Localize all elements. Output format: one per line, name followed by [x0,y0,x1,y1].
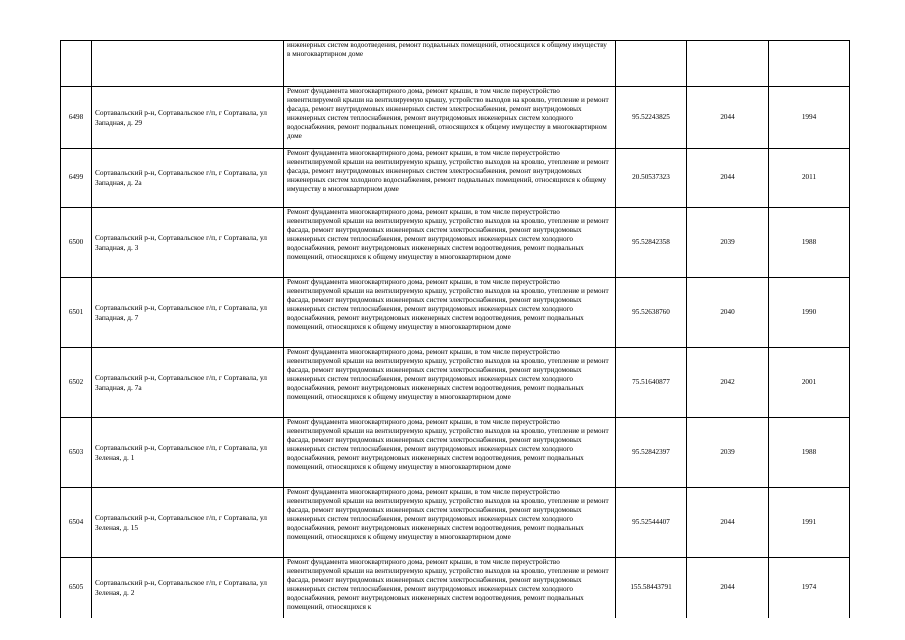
row-address: Сортавальский р-н, Сортавальское г/п, г Сортавала, ул Зеленая, д. 2 [92,558,284,619]
row-address: Сортавальский р-н, Сортавальское г/п, г Сортавала, ул Западная, д. 2а [92,149,284,208]
row-address: Сортавальский р-н, Сортавальское г/п, г Сортавала, ул Зеленая, д. 15 [92,488,284,558]
row-works-text: Ремонт фундамента многоквартирного дома, ремонт крыши, в том числе переустройство невентилируемой крыши на вентилируемую крышу, устройство выходов на кровлю, утепление и ремонт фасада, ремонт внутридомовых инженерных систем электроснабжения, ремонт внутридомовых инженерных систем теплоснабжения, ремонт внутридомовых инженерных систем холодного водоснабжения, ремонт внутридомовых инженерных систем водоотведения, ремонт подвальных помещений, относящихся к [287,558,609,612]
table-row [61,558,850,619]
table-row [61,278,850,348]
table-row [61,41,850,87]
row-cost: 75.51640877 [616,348,687,418]
document-page [60,40,850,618]
row-repair-year: 2039 [687,208,769,278]
row-works [284,348,616,418]
table-row [61,418,850,488]
table-row [61,87,850,149]
row-repair-year: 2044 [687,558,769,619]
row-number: 6504 [61,488,92,558]
row-number: 6505 [61,558,92,619]
row-works [284,149,616,208]
row-repair-year: 2040 [687,278,769,348]
row-build-year: 1990 [769,278,850,348]
row-repair-year [687,41,769,87]
row-repair-year: 2044 [687,87,769,149]
row-works [284,418,616,488]
row-number: 6500 [61,208,92,278]
row-repair-year: 2044 [687,488,769,558]
row-build-year [769,41,850,87]
row-build-year: 2001 [769,348,850,418]
row-works-text: инженерных систем водоотведения, ремонт подвальных помещений, относящихся к общему имуществу в многоквартирном доме [287,41,607,59]
row-works-text: Ремонт фундамента многоквартирного дома, ремонт крыши, в том числе переустройство невентилируемой крыши на вентилируемую крышу, устройство выходов на кровлю, утепление и ремонт фасада, ремонт внутридомовых инженерных систем электроснабжения, ремонт внутридомовых инженерных систем теплоснабжения, ремонт внутридомовых инженерных систем холодного водоснабжения, ремонт внутридомовых инженерных систем водоотведения, ремонт подвальных помещений, относящихся к общему имуществу в многоквартирном доме [287,488,609,542]
row-works [284,41,616,87]
row-address: Сортавальский р-н, Сортавальское г/п, г Сортавала, ул Западная, д. 29 [92,87,284,149]
row-address: Сортавальский р-н, Сортавальское г/п, г Сортавала, ул Западная, д. 3 [92,208,284,278]
row-cost: 20.50537323 [616,149,687,208]
row-address: Сортавальский р-н, Сортавальское г/п, г Сортавала, ул Западная, д. 7а [92,348,284,418]
row-repair-year: 2044 [687,149,769,208]
table-row [61,488,850,558]
table-row [61,348,850,418]
row-works [284,488,616,558]
row-cost [616,41,687,87]
row-address [92,41,284,87]
row-works-text: Ремонт фундамента многоквартирного дома, ремонт крыши, в том числе переустройство невентилируемой крыши на вентилируемую крышу, устройство выходов на кровлю, утепление и ремонт фасада, ремонт внутридомовых инженерных систем электроснабжения, ремонт внутридомовых инженерных систем теплоснабжения, ремонт внутридомовых инженерных систем холодного водоснабжения, ремонт внутридомовых инженерных систем водоотведения, ремонт подвальных помещений, относящихся к общему имуществу в многоквартирном доме [287,348,609,402]
row-number: 6503 [61,418,92,488]
row-cost: 95.52842397 [616,418,687,488]
row-number: 6502 [61,348,92,418]
row-works-text: Ремонт фундамента многоквартирного дома, ремонт крыши, в том числе переустройство невентилируемой крыши на вентилируемую крышу, устройство выходов на кровлю, утепление и ремонт фасада, ремонт внутридомовых инженерных систем электроснабжения, ремонт внутридомовых инженерных систем теплоснабжения, ремонт внутридомовых инженерных систем холодного водоснабжения, ремонт подвальных помещений, относящихся к общему имуществу в многоквартирном доме [287,87,609,141]
row-number: 6501 [61,278,92,348]
row-works-text: Ремонт фундамента многоквартирного дома, ремонт крыши, в том числе переустройство невентилируемой крыши на вентилируемую крышу, устройство выходов на кровлю, утепление и ремонт фасада, ремонт внутридомовых инженерных систем электроснабжения, ремонт внутридомовых инженерных систем холодного водоснабжения, ремонт подвальных помещений, относящихся к общему имуществу в многоквартирном доме [287,149,609,194]
row-works [284,87,616,149]
row-build-year: 2011 [769,149,850,208]
row-works-text: Ремонт фундамента многоквартирного дома, ремонт крыши, в том числе переустройство невентилируемой крыши на вентилируемую крышу, устройство выходов на кровлю, утепление и ремонт фасада, ремонт внутридомовых инженерных систем электроснабжения, ремонт внутридомовых инженерных систем теплоснабжения, ремонт внутридомовых инженерных систем холодного водоснабжения, ремонт внутридомовых инженерных систем водоотведения, ремонт подвальных помещений, относящихся к общему имуществу в многоквартирном доме [287,418,609,472]
table-row [61,149,850,208]
row-build-year: 1991 [769,488,850,558]
row-cost: 95.52544407 [616,488,687,558]
row-works [284,278,616,348]
row-build-year: 1988 [769,208,850,278]
row-number: 6498 [61,87,92,149]
row-works [284,558,616,619]
row-number: 6499 [61,149,92,208]
row-repair-year: 2039 [687,418,769,488]
row-works-text: Ремонт фундамента многоквартирного дома, ремонт крыши, в том числе переустройство невентилируемой крыши на вентилируемую крышу, устройство выходов на кровлю, утепление и ремонт фасада, ремонт внутридомовых инженерных систем электроснабжения, ремонт внутридомовых инженерных систем теплоснабжения, ремонт внутридомовых инженерных систем холодного водоснабжения, ремонт внутридомовых инженерных систем водоотведения, ремонт подвальных помещений, относящихся к общему имуществу в многоквартирном доме [287,208,609,262]
row-works-text: Ремонт фундамента многоквартирного дома, ремонт крыши, в том числе переустройство невентилируемой крыши на вентилируемую крышу, устройство выходов на кровлю, утепление и ремонт фасада, ремонт внутридомовых инженерных систем электроснабжения, ремонт внутридомовых инженерных систем теплоснабжения, ремонт внутридомовых инженерных систем холодного водоснабжения, ремонт внутридомовых инженерных систем водоотведения, ремонт подвальных помещений, относящихся к общему имуществу в многоквартирном доме [287,278,609,332]
row-build-year: 1974 [769,558,850,619]
row-build-year: 1988 [769,418,850,488]
row-works [284,208,616,278]
row-cost: 155.58443791 [616,558,687,619]
row-build-year: 1994 [769,87,850,149]
row-cost: 95.52638760 [616,278,687,348]
row-address: Сортавальский р-н, Сортавальское г/п, г Сортавала, ул Зеленая, д. 1 [92,418,284,488]
row-repair-year: 2042 [687,348,769,418]
row-cost: 95.52243825 [616,87,687,149]
row-number [61,41,92,87]
table-row [61,208,850,278]
repair-schedule-table [60,40,850,618]
row-address: Сортавальский р-н, Сортавальское г/п, г Сортавала, ул Западная, д. 7 [92,278,284,348]
row-cost: 95.52842358 [616,208,687,278]
